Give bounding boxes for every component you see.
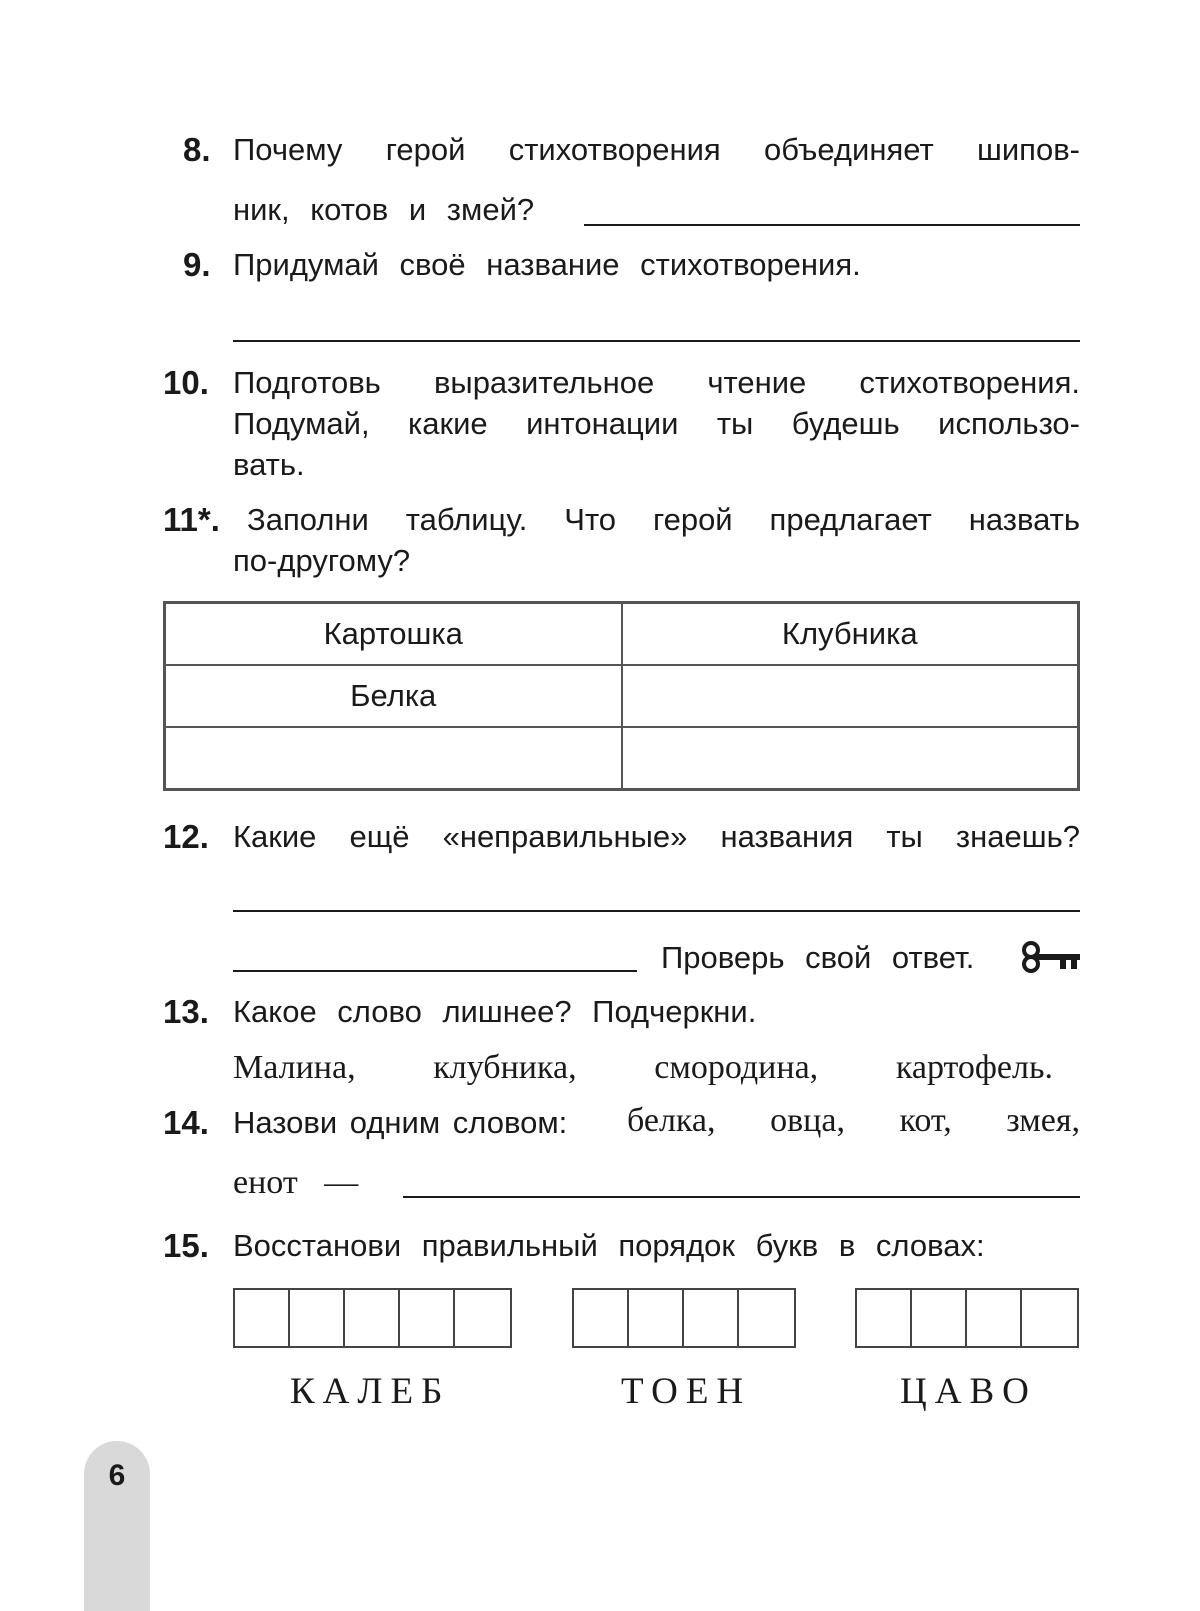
table-cell: Белка <box>165 665 622 727</box>
answer-line[interactable] <box>584 224 1080 226</box>
letter-box[interactable] <box>574 1290 629 1346</box>
letter-box[interactable] <box>1022 1290 1077 1346</box>
question-text: Подготовь выразительное чтение стихотворения. <box>233 365 1080 400</box>
answer-line[interactable] <box>233 970 637 972</box>
answer-line[interactable] <box>233 910 1080 912</box>
table-cell-empty[interactable] <box>622 727 1079 790</box>
question-number: 15. <box>163 1227 209 1264</box>
question-text: вать. <box>233 447 305 482</box>
letter-box[interactable] <box>857 1290 912 1346</box>
fill-table <box>163 601 1080 791</box>
question-text: по-другому? <box>233 543 411 578</box>
question-number: 9. <box>183 246 211 283</box>
table-cell: Клубника <box>622 603 1079 666</box>
letter-box[interactable] <box>235 1290 290 1346</box>
scrambled-word: ТОЕН <box>621 1371 752 1412</box>
answer-line[interactable] <box>403 1196 1080 1198</box>
question-number: 8. <box>183 131 211 168</box>
question-number: 12. <box>163 818 209 855</box>
letter-box[interactable] <box>629 1290 684 1346</box>
letter-box[interactable] <box>400 1290 455 1346</box>
word-list: енот — <box>233 1164 359 1201</box>
letter-boxes[interactable] <box>855 1288 1079 1348</box>
table-cell: Картошка <box>165 603 622 666</box>
word-list: белка, овца, кот, змея, <box>627 1102 1080 1139</box>
question-text: Назови одним словом: <box>233 1105 568 1140</box>
letter-boxes[interactable] <box>572 1288 796 1348</box>
question-text: Заполни таблицу. Что герой предлагает назвать <box>247 502 1080 537</box>
letter-boxes[interactable] <box>233 1288 512 1348</box>
question-text: Какие ещё «неправильные» названия ты знаешь? <box>233 819 1080 854</box>
scrambled-word: ЦАВО <box>900 1371 1037 1412</box>
letter-box[interactable] <box>345 1290 400 1346</box>
answer-line[interactable] <box>233 340 1080 342</box>
table-cell-empty[interactable] <box>165 727 622 790</box>
question-number: 10. <box>163 364 209 401</box>
letter-box[interactable] <box>739 1290 794 1346</box>
key-icon <box>1020 940 1082 974</box>
question-number: 11*. <box>163 501 220 538</box>
question-text: Подумай, какие интонации ты будешь использо- <box>233 406 1080 441</box>
check-answer-text: Проверь свой ответ. <box>661 940 975 975</box>
letter-box[interactable] <box>455 1290 510 1346</box>
page-number: 6 <box>108 1459 126 1492</box>
question-number: 14. <box>163 1104 209 1141</box>
question-text: Придумай своё название стихотворения. <box>233 247 861 282</box>
question-number: 13. <box>163 993 209 1030</box>
question-text: ник, котов и змей? <box>233 192 535 227</box>
question-text: Восстанови правильный порядок букв в словах: <box>233 1228 985 1263</box>
page-number-tab <box>84 1441 150 1611</box>
word-list[interactable]: Малина, клубника, смородина, картофель. <box>233 1049 1053 1086</box>
question-text: Почему герой стихотворения объединяет шипов- <box>233 132 1080 167</box>
scrambled-word: КАЛЕБ <box>290 1371 451 1412</box>
table-cell-empty[interactable] <box>622 665 1079 727</box>
letter-box[interactable] <box>684 1290 739 1346</box>
letter-box[interactable] <box>290 1290 345 1346</box>
letter-box[interactable] <box>912 1290 967 1346</box>
letter-box[interactable] <box>967 1290 1022 1346</box>
question-text: Какое слово лишнее? Подчеркни. <box>233 994 757 1029</box>
